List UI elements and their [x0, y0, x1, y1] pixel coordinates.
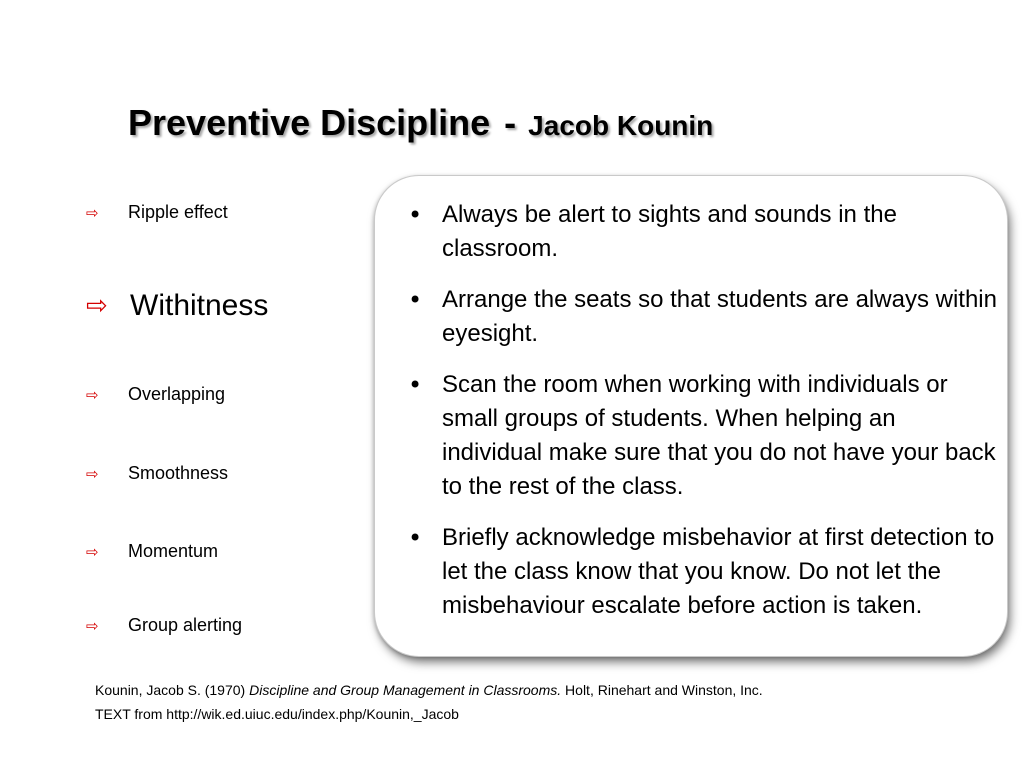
concept-label: Ripple effect [128, 202, 228, 222]
tip-text: Scan the room when working with individuals or small groups of students. When helping an individual make sure that you do not have your back to the rest of the class. [442, 371, 996, 500]
concept-item-smoothness [86, 463, 228, 484]
tip-text: Always be alert to sights and sounds in the classroom. [442, 201, 897, 262]
title-subtitle: Jacob Kounin [528, 110, 714, 141]
citation [95, 680, 763, 700]
tip-text: Briefly acknowledge misbehavior at first detection to let the class know that you know. Do not let the misbehaviour escalate before action is taken. [442, 524, 995, 619]
arrow-right-outline-icon: ⇨ [86, 291, 108, 321]
concept-item-ripple-effect [86, 202, 228, 223]
arrow-right-outline-icon: ⇨ [86, 616, 99, 635]
tip-item [408, 283, 998, 351]
slide-footer [95, 680, 763, 728]
tip-item [408, 198, 998, 266]
source-link-text: TEXT from http://wik.ed.uiuc.edu/index.php/Kounin,_Jacob [95, 706, 459, 722]
bullet-dot-icon: • [408, 286, 423, 314]
concept-item-momentum [86, 541, 218, 562]
bullet-dot-icon: • [408, 371, 423, 399]
withitness-tips-list [408, 198, 998, 640]
title-main: Preventive Discipline [128, 102, 491, 143]
bullet-dot-icon: • [408, 201, 423, 229]
concept-label: Withitness [130, 289, 269, 322]
concept-label: Group alerting [128, 615, 243, 635]
concept-item-overlapping [86, 384, 225, 405]
arrow-right-outline-icon: ⇨ [86, 464, 99, 483]
concept-item-group-alerting [86, 615, 242, 636]
bullet-dot-icon: • [408, 524, 423, 552]
tip-item [408, 521, 998, 623]
concept-item-withitness [86, 289, 268, 323]
concept-label: Overlapping [128, 384, 226, 404]
citation-suffix: Holt, Rinehart and Winston, Inc. [561, 682, 763, 698]
tip-text: Arrange the seats so that students are always within eyesight. [442, 286, 997, 347]
concept-list [0, 0, 380, 768]
arrow-right-outline-icon: ⇨ [86, 542, 99, 561]
arrow-right-outline-icon: ⇨ [86, 385, 99, 404]
concept-label: Smoothness [128, 463, 229, 483]
tip-item [408, 368, 998, 504]
arrow-right-outline-icon: ⇨ [86, 203, 99, 222]
citation-prefix: Kounin, Jacob S. (1970) [95, 682, 250, 698]
title-separator: - [504, 102, 517, 143]
citation-title: Discipline and Group Management in Classrooms. [249, 682, 562, 698]
concept-label: Momentum [128, 541, 219, 561]
